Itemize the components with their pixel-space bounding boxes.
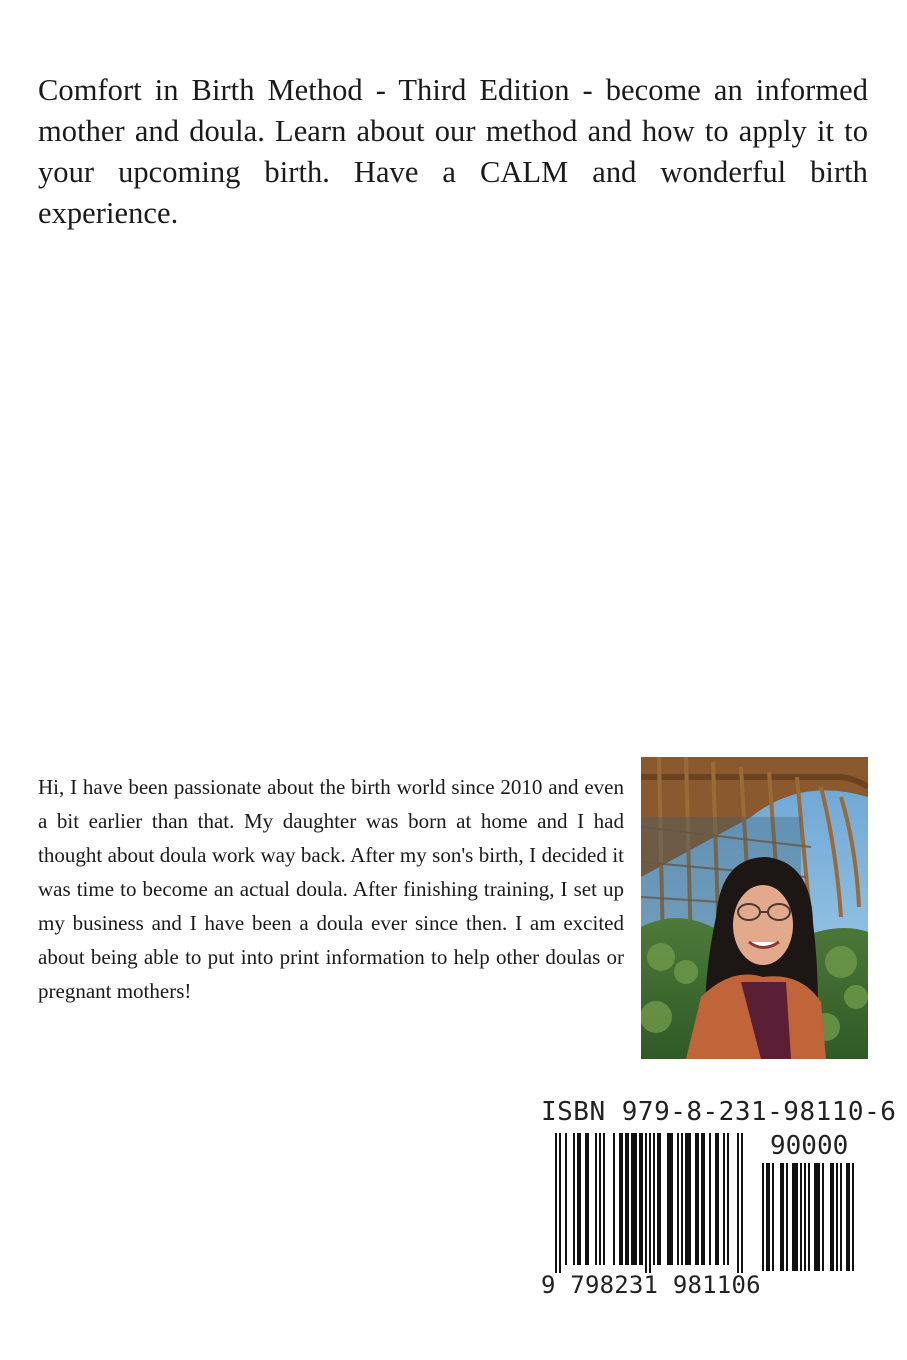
author-photo (641, 757, 868, 1059)
ean-digits: 9 798231 981106 (541, 1271, 761, 1299)
book-blurb: Comfort in Birth Method - Third Edition - become an informed mother and doula. Learn about our method and how to apply it to your upcoming birth. Have a CALM and wonderful birth experience. (38, 73, 868, 230)
price-code: 90000 (770, 1131, 849, 1161)
isbn-barcode (541, 1097, 897, 1299)
author-bio: Hi, I have been passionate about the birth world since 2010 and even a bit earlier than that. My daughter was born at home and I had thought about doula work way back. After my son's birth, I decided it was time to become an actual doula. After finishing training, I set up my business and I have been a doula ever since then. I am excited about being able to put into print information to help other doulas or pregnant mothers! (38, 775, 624, 1003)
isbn-label: ISBN 979-8-231-98110-6 (541, 1097, 897, 1127)
addon-barcode-bars (762, 1163, 854, 1273)
ean-barcode-bars (555, 1133, 755, 1273)
